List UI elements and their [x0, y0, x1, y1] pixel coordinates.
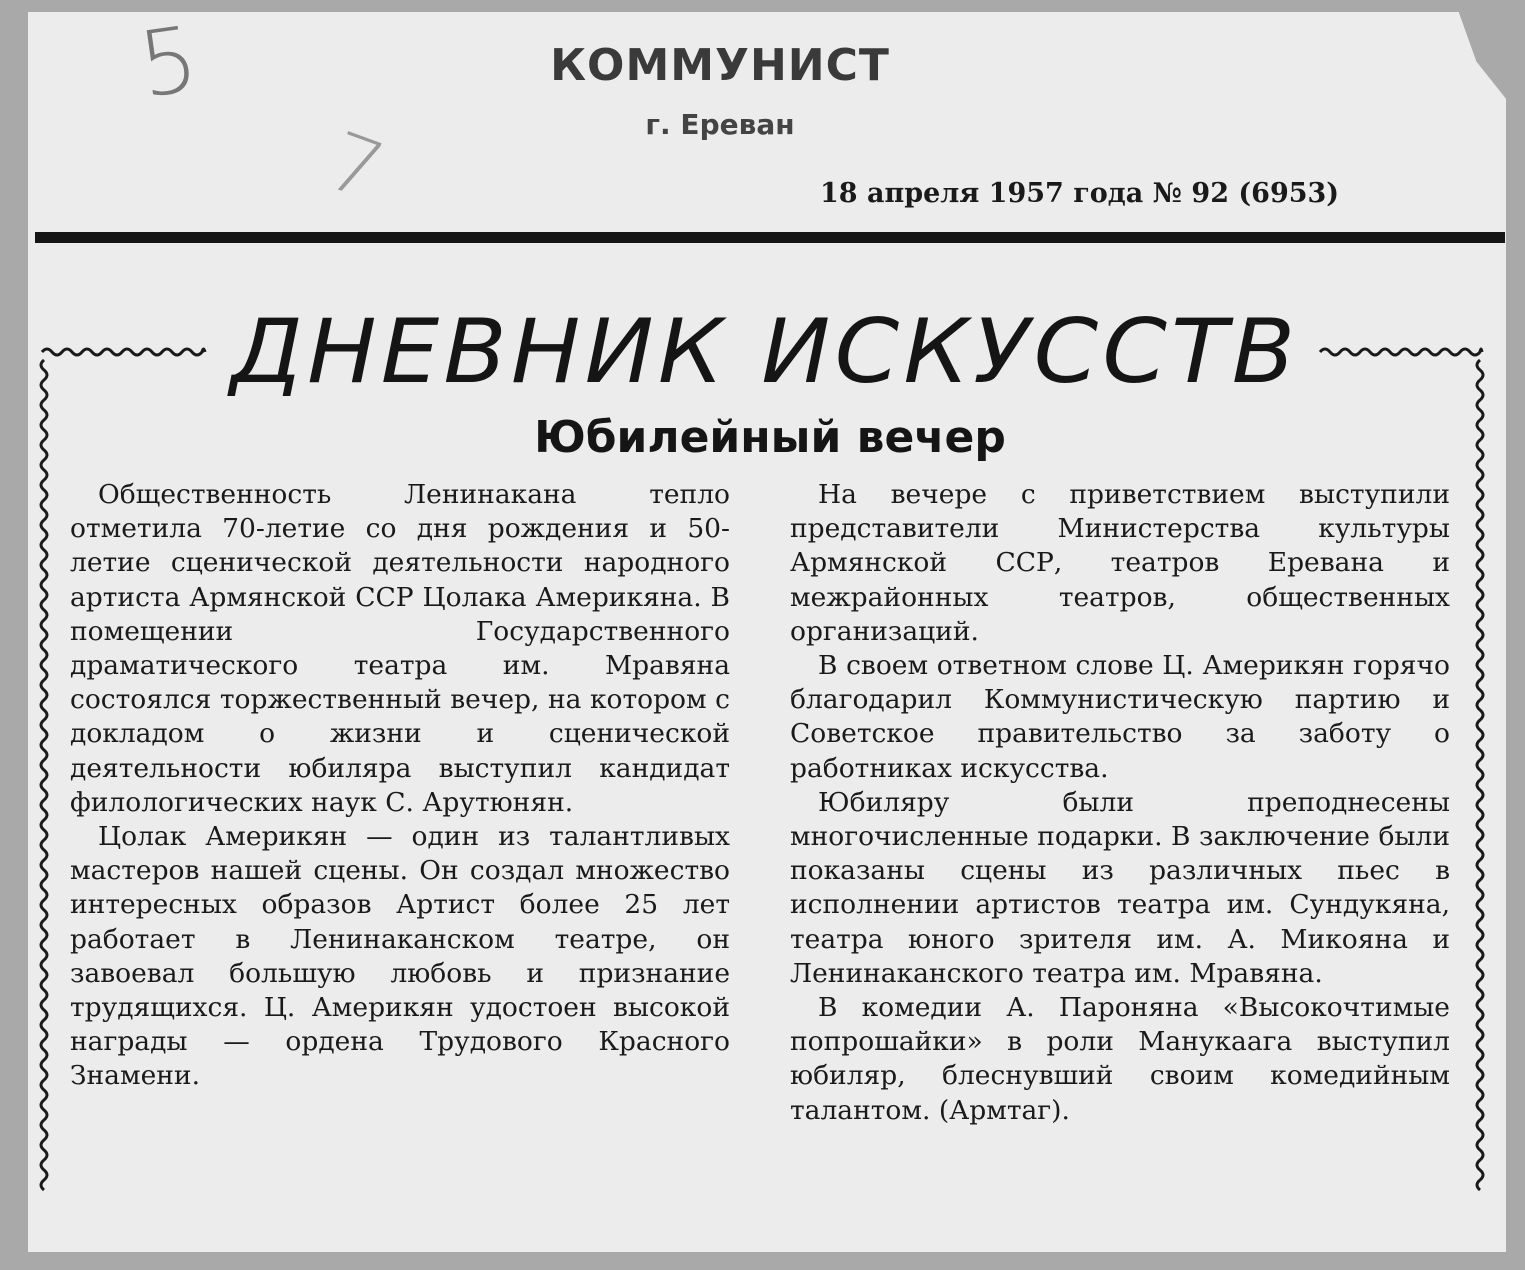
article-paragraph: Юбиляру были преподнесены многочисленные подарки. В заключение были показаны сцены из различных пьес в исполнении артистов театра им. Сундукяна, театра юного зрителя им. А. Микояна и Ленинаканского театра им. Мравяна. [790, 786, 1450, 989]
article-paragraph: В комедии А. Пароняна «Высокочтимые попрошайки» в роли Манукаага выступил юбиляр, блеснувший своим комедийным талантом. (Армтаг). [790, 992, 1450, 1126]
article-column-right [790, 478, 1450, 1128]
article-paragraph: На вечере с приветствием выступили представители Министерства культуры Армянской ССР, театров Еревана и межрайонных театров, общественных организаций. [790, 479, 1450, 647]
newspaper-name-stamp: КОММУНИСТ [550, 40, 890, 91]
article-paragraph: В своем ответном слове Ц. Америкян горячо благодарил Коммунистическую партию и Советское правительство за заботу о работниках искусства. [790, 650, 1450, 784]
issue-date-line: 18 апреля 1957 года № 92 (6953) [820, 178, 1340, 209]
article-title: Юбилейный вечер [534, 412, 1006, 463]
article-paragraph: Общественность Ленинакана тепло отметила 70-летие со дня рождения и 50-летие сценической деятельности народного артиста Армянской ССР Цолака Америкяна. В помещении Государственного драматического театра им. Мравяна состоялся торжественный вечер, на котором с докладом о жизни и сценической деятельности юбиляра выступил кандидат филологических наук С. Арутюнян. [70, 479, 730, 818]
section-title: ДНЕВНИК ИСКУССТВ [230, 300, 1300, 403]
article-column-left [70, 478, 730, 1094]
handwritten-mark: 7 [315, 114, 396, 219]
newspaper-city-stamp: г. Ереван [645, 108, 795, 141]
handwritten-mark: 5 [132, 6, 205, 119]
article-paragraph: Цолак Америкян — один из талантливых мастеров нашей сцены. Он создал множество интересных образов Артист более 25 лет работает в Ленинаканском театре, он завоевал большую любовь и признание трудящихся. Ц. Америкян удостоен высокой награды — ордена Трудового Красного Знамени. [70, 821, 730, 1092]
